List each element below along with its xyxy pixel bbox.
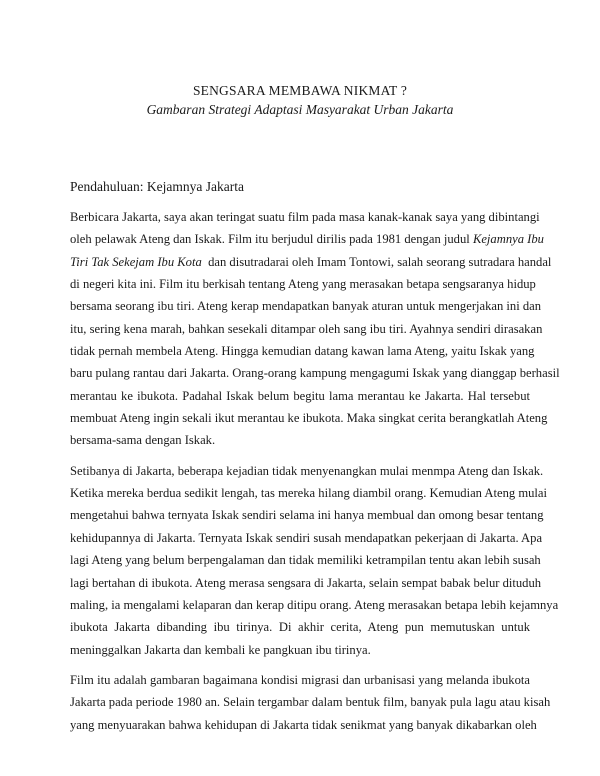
film-title-part-2: Tiri Tak Sekejam Ibu Kota: [70, 254, 202, 269]
line-text: dan disutradarai oleh Imam Tontowi, salah seorang sutradara handal: [208, 254, 552, 269]
film-title-part-1: Kejamnya Ibu: [472, 232, 544, 247]
paragraph-line: lagi Ateng yang belum berpengalaman dan tidak memiliki ketrampilan tentu akan lebih susah: [70, 553, 541, 568]
paragraph-line: merantau ke ibukota. Padahal Iskak belum begitu lama merantau ke Jakarta. Hal tersebut: [70, 388, 530, 403]
paragraph-line: ibukota Jakarta dibanding ibu tirinya. Di akhir cerita, Ateng pun memutuskan untuk: [70, 620, 530, 635]
title-block: [0, 81, 600, 119]
document-title: SENGSARA MEMBAWA NIKMAT ?: [192, 83, 408, 98]
document-subtitle: Gambaran Strategi Adaptasi Masyarakat Urban Jakarta: [146, 102, 454, 117]
paragraph-line: Setibanya di Jakarta, beberapa kejadian tidak menyenangkan mulai menmpa Ateng dan Iskak.: [70, 463, 544, 478]
paragraph-line: Ketika mereka berdua sedikit lengah, tas mereka hilang diambil orang. Kemudian Ateng mulai: [70, 486, 548, 501]
paragraph-line: [70, 251, 552, 273]
paragraph-line: itu, sering kena marah, bahkan sesekali ditampar oleh sang ibu tiri. Ayahnya sendiri dirasakan: [70, 321, 543, 336]
paragraph-line: kehidupannya di Jakarta. Ternyata Iskak sendiri susah mendapatkan pekerjaan di Jakarta. Apa: [70, 530, 543, 545]
paragraph-line: Jakarta pada periode 1980 an. Selain tergambar dalam bentuk film, banyak pula lagu atau kisah: [70, 695, 551, 710]
section-heading: Pendahuluan: Kejamnya Jakarta: [70, 179, 244, 194]
paragraph-line: Berbicara Jakarta, saya akan teringat suatu film pada masa kanak-kanak saya yang dibintangi: [70, 210, 540, 224]
paragraph-line: Film itu adalah gambaran bagaimana kondisi migrasi dan urbanisasi yang melanda ibukota: [70, 672, 530, 687]
paragraph-line: maling, ia mengalami kelaparan dan kerap ditipu orang. Ateng merasakan betapa lebih kejamnya: [70, 597, 559, 612]
paragraph-line: lagi bertahan di ibukota. Ateng merasa sengsara di Jakarta, selain sempat babak belur dituduh: [70, 575, 542, 590]
document-body: [70, 206, 560, 744]
paragraph-line: yang menyuarakan bahwa kehidupan di Jakarta tidak senikmat yang banyak dikabarkan oleh: [70, 717, 537, 732]
paragraph-line: mengetahui bahwa ternyata Iskak sendiri selama ini hanya membual dan omong besar tentang: [70, 508, 544, 523]
paragraph-line: membuat Ateng ingin sekali ikut merantau ke ibukota. Maka singkat cerita berangkatlah Ateng: [70, 411, 548, 426]
paragraph-line: tidak pernah membela Ateng. Hingga kemudian datang kawan lama Ateng, yaitu Iskak yang: [70, 344, 535, 359]
paragraph-line: [70, 228, 544, 250]
paragraph-2: [70, 460, 559, 661]
paragraph-1: [70, 206, 560, 452]
paragraph-line: di negeri kita ini. Film itu berkisah tentang Ateng yang merasakan betapa sengsaranya hidup: [70, 277, 536, 292]
paragraph-line: bersama-sama dengan Iskak.: [70, 433, 216, 448]
paragraph-line: baru pulang rantau dari Jakarta. Orang-orang kampung mengagumi Iskak yang dianggap berhasil: [70, 366, 560, 381]
line-text: oleh pelawak Ateng dan Iskak. Film itu berjudul dirilis pada 1981 dengan judul: [70, 232, 470, 247]
paragraph-line: bersama seorang ibu tiri. Ateng kerap mendapatkan banyak aturan untuk mengerjakan ini dan: [70, 299, 542, 314]
paragraph-line: meninggalkan Jakarta dan kembali ke pangkuan ibu tirinya.: [70, 642, 371, 657]
paragraph-3: [70, 669, 551, 736]
